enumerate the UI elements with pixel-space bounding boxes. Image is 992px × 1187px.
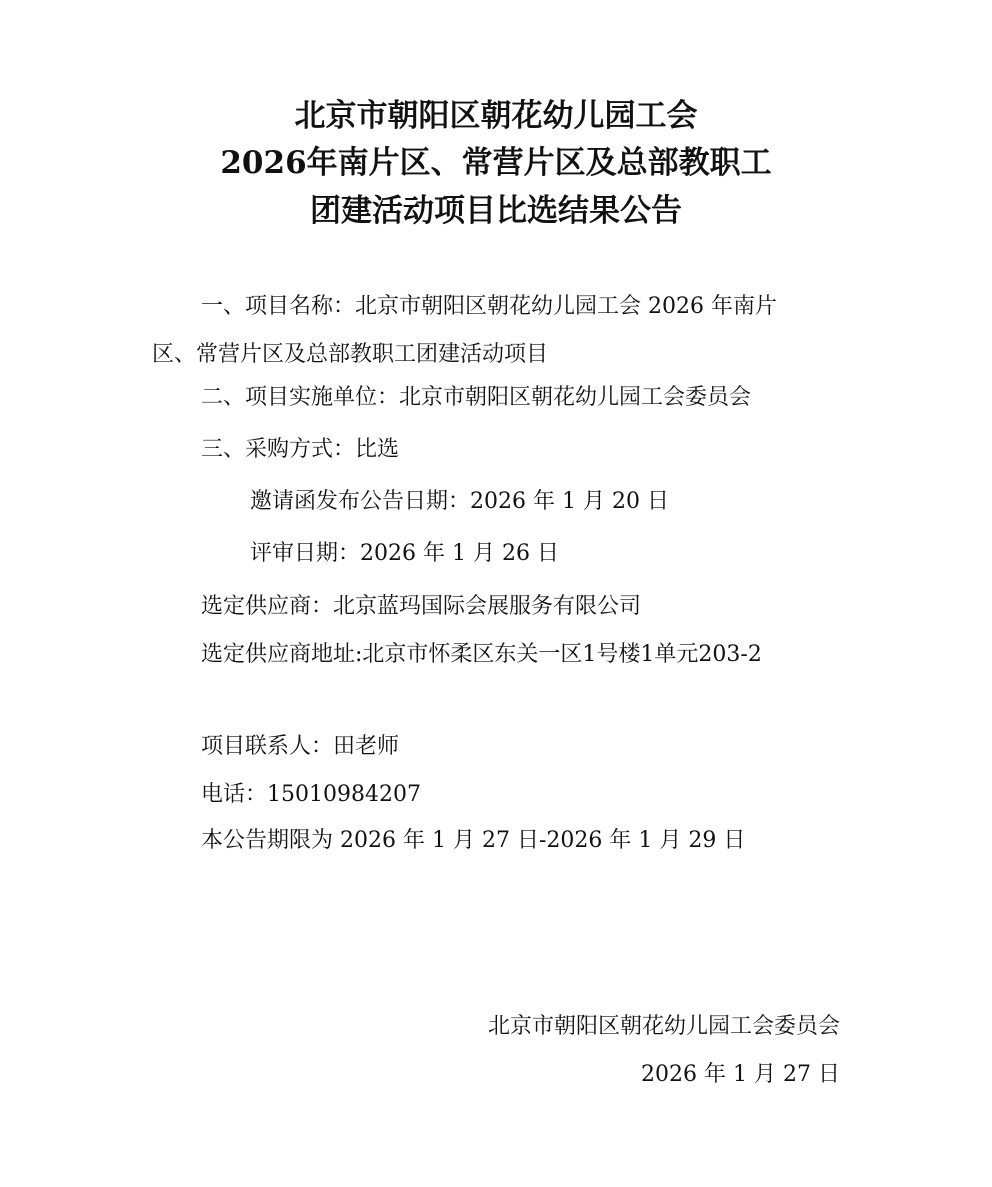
contact-phone: 电话：15010984207: [201, 782, 421, 807]
signature-date: 2026 年 1 月 27 日: [641, 1062, 840, 1087]
project-name-line-2: 区、常营片区及总部教职工团建活动项目: [152, 342, 549, 367]
title-line-2: 2026年南片区、常营片区及总部教职工: [220, 145, 772, 181]
signature-organization: 北京市朝阳区朝花幼儿园工会委员会: [487, 1014, 840, 1039]
supplier-address: 选定供应商地址:北京市怀柔区东关一区1号楼1单元203-2: [201, 642, 762, 667]
review-date: 评审日期：2026 年 1 月 26 日: [250, 541, 559, 566]
notice-period: 本公告期限为 2026 年 1 月 27 日-2026 年 1 月 29 日: [201, 828, 746, 853]
invitation-date: 邀请函发布公告日期：2026 年 1 月 20 日: [250, 489, 669, 514]
project-contact: 项目联系人：田老师: [201, 734, 400, 759]
implementing-unit: 二、项目实施单位：北京市朝阳区朝花幼儿园工会委员会: [201, 385, 752, 410]
selected-supplier: 选定供应商：北京蓝玛国际会展服务有限公司: [201, 594, 642, 619]
project-name-line-1: 一、项目名称：北京市朝阳区朝花幼儿园工会 2026 年南片: [201, 294, 777, 319]
title-line-1: 北京市朝阳区朝花幼儿园工会: [294, 98, 698, 134]
procurement-method: 三、采购方式：比选: [201, 437, 400, 462]
title-line-3: 团建活动项目比选结果公告: [310, 193, 682, 229]
